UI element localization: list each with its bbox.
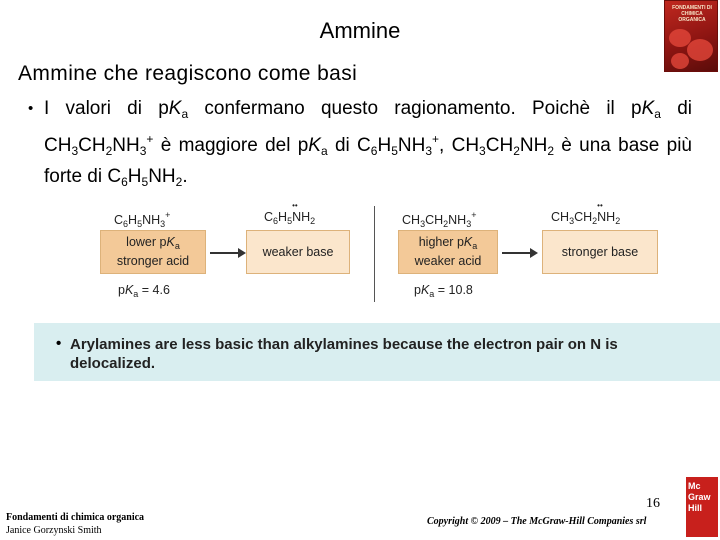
page-number: 16 — [646, 496, 660, 511]
lower-pka-box: lower $pK_a$ stronger acid — [100, 230, 206, 274]
bullet-dot: • — [28, 100, 34, 117]
slide-title: Ammine — [319, 18, 401, 43]
basicity-figure — [96, 198, 662, 310]
stronger-base-box: stronger base — [542, 230, 658, 274]
higher-pka-box: higher $pK_a$ weaker acid — [398, 230, 498, 274]
book-cover-title: FONDAMENTI DI CHIMICA ORGANICA — [672, 5, 712, 23]
slide-subtitle: Ammine che reagiscono come basi — [18, 62, 358, 85]
bullet-paragraph — [28, 96, 692, 195]
arrow-right — [210, 252, 244, 254]
figure-divider — [374, 206, 375, 302]
footer-copyright: Copyright © 2009 – The McGraw-Hill Companies srl — [427, 516, 647, 527]
aniline-formula: $C_6H_5NH_2$ — [264, 210, 316, 226]
book-cover-image — [664, 0, 718, 72]
note-text: Arylamines are less basic than alkylamines because the electron pair on N is delocalized. — [70, 336, 618, 372]
ethylamine-formula: $CH_3CH_2NH_2$ — [551, 210, 621, 226]
arrow-right — [502, 252, 536, 254]
footer-author: Janice Gorzynski Smith — [6, 525, 102, 536]
mcgraw-hill-logo: Mc Graw Hill — [686, 477, 718, 537]
footer-book-info — [6, 511, 144, 537]
anilinium-formula: $C_6H_5NH_3^+$ — [114, 210, 171, 229]
pka-value-left: $pK_a = 4.6$ — [118, 283, 170, 299]
pka-value-right: $pK_a = 10.8$ — [414, 283, 473, 299]
footer-book-title: Fondamenti di chimica organica — [6, 512, 145, 523]
ethylammonium-formula: $CH_3CH_2NH_3^+$ — [402, 210, 477, 229]
note-box — [34, 323, 720, 381]
weaker-base-box: weaker base — [246, 230, 350, 274]
note-bullet: • — [56, 335, 62, 352]
bullet-text: I valori di $pK_a$ confermano questo ragionamento. Poichè il $pK_a$ di $CH_3CH_2NH_3^+$ è maggiore del $pK_a$ di $C_6H_5NH_3^+$, $CH_3CH_2NH_2$ è una base più forte di $C_6H_5NH_2$. — [44, 98, 692, 189]
